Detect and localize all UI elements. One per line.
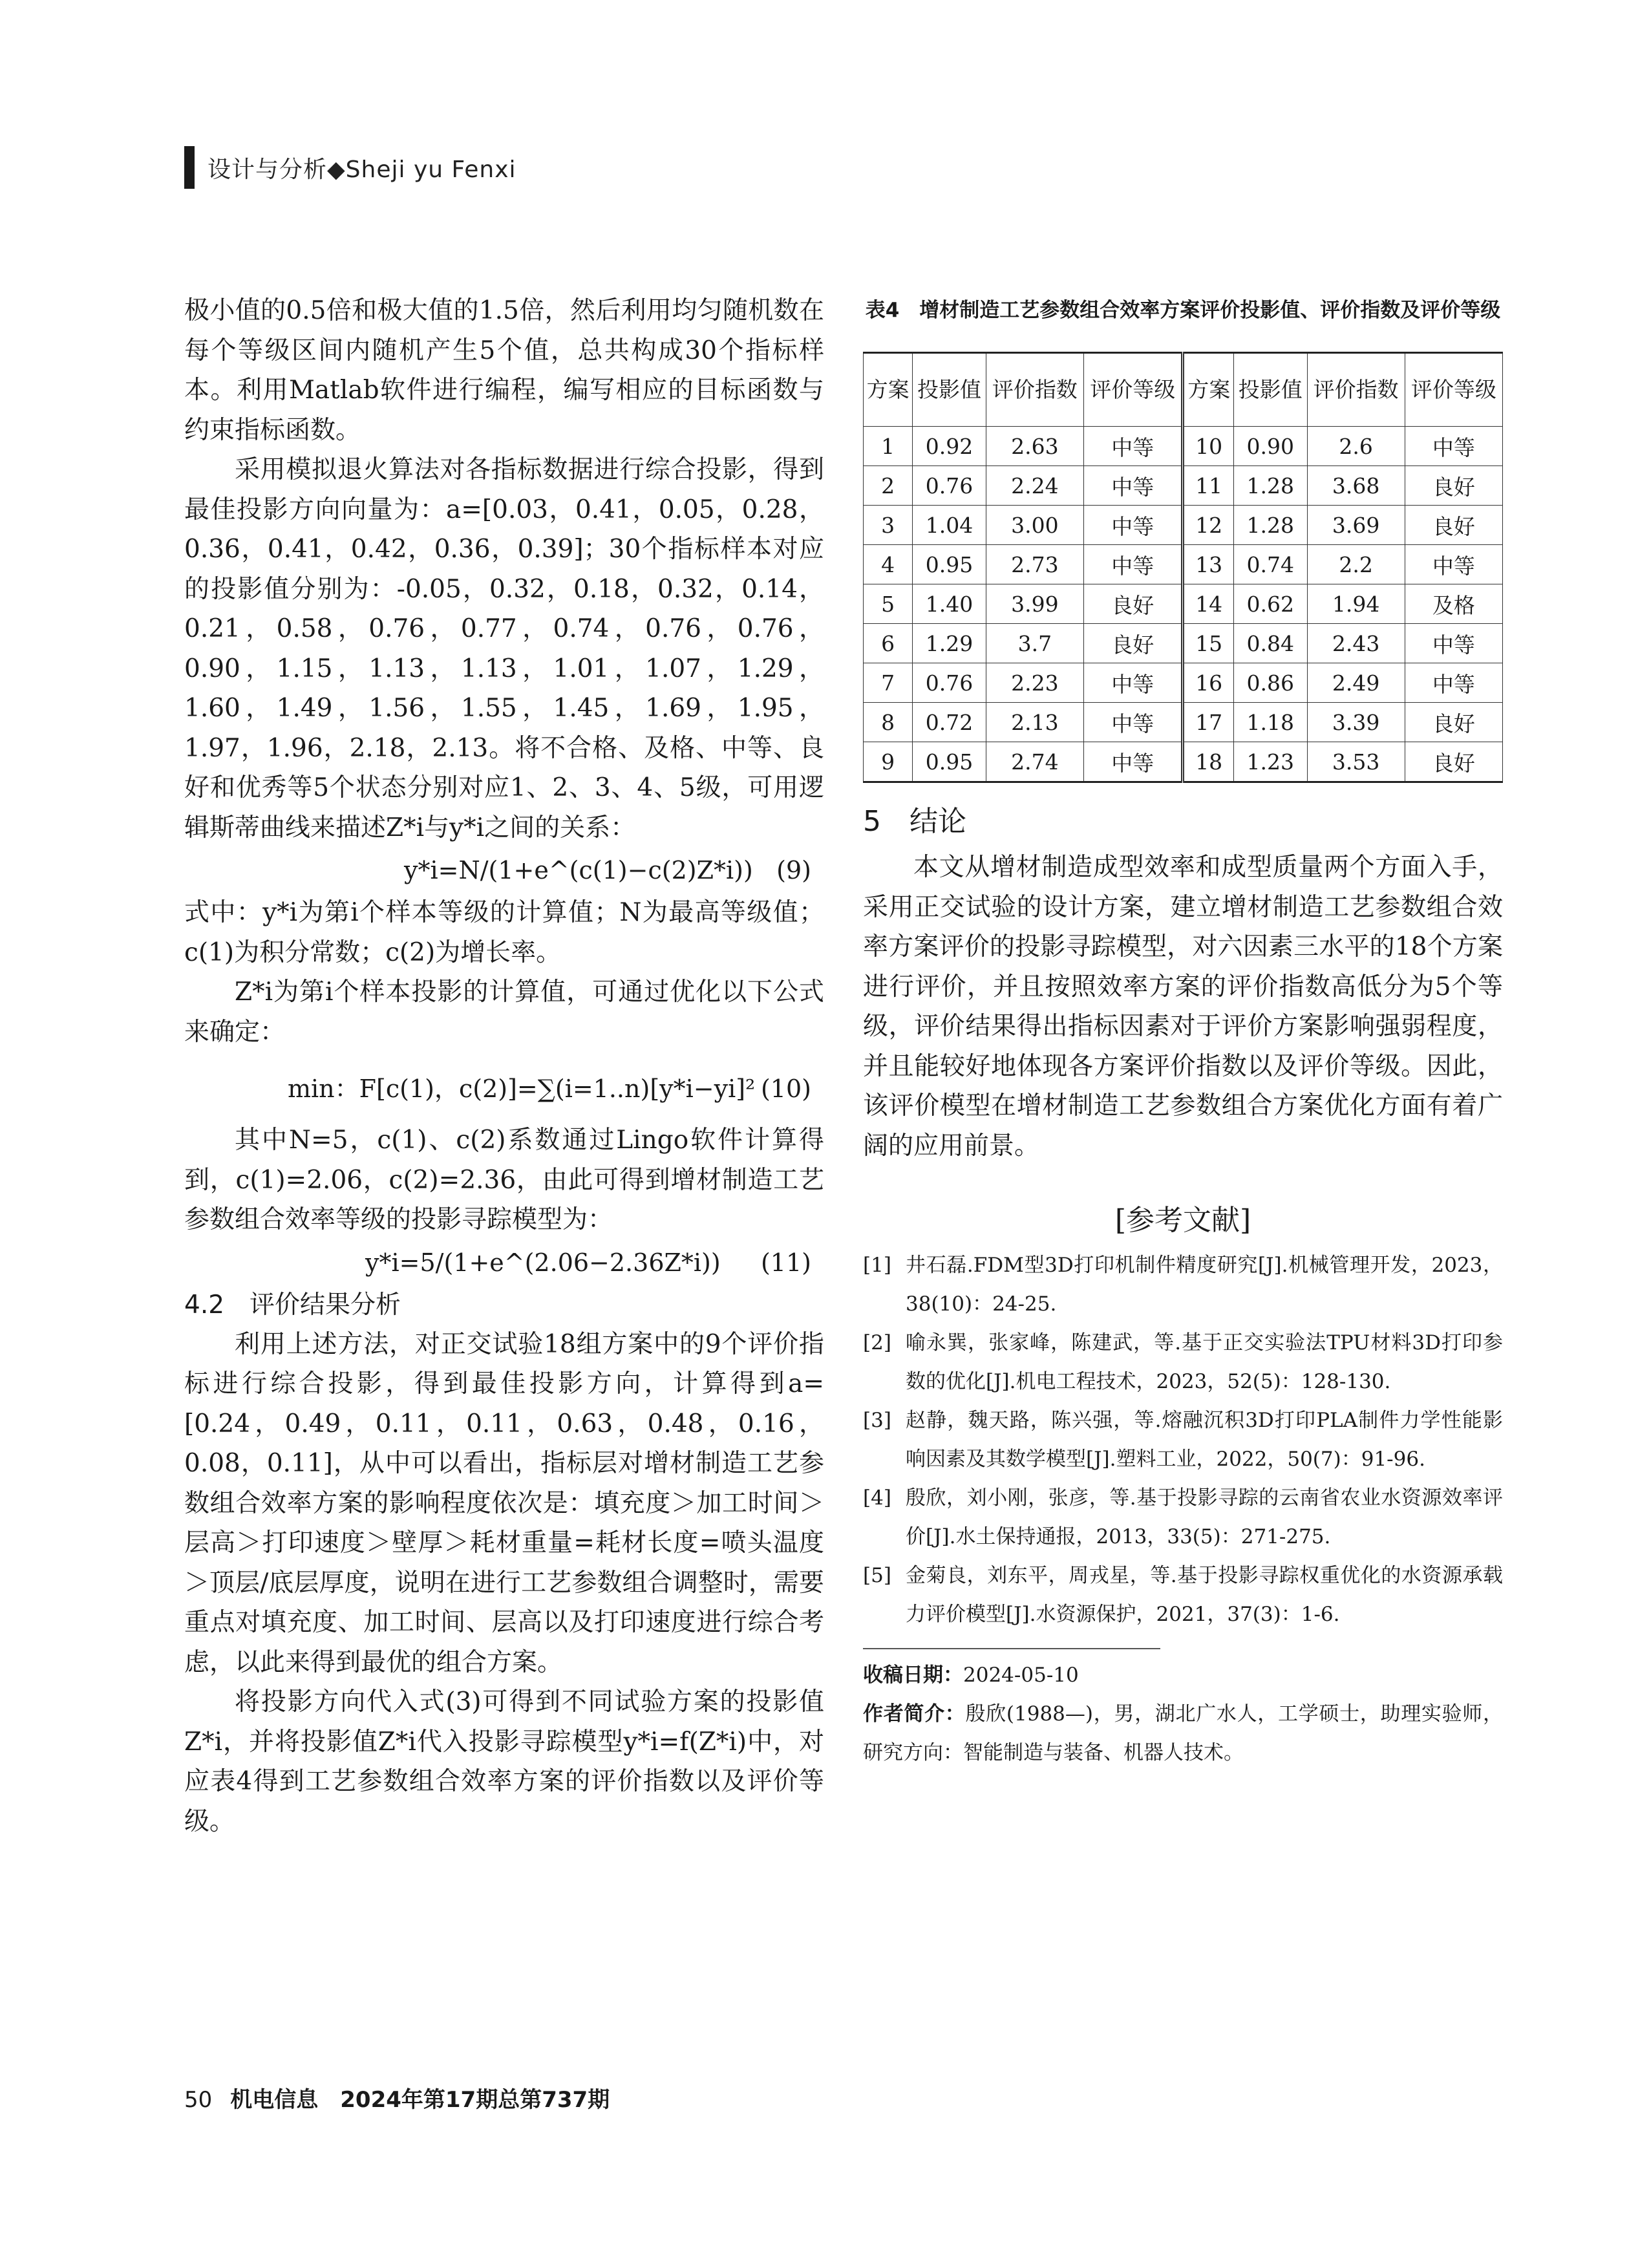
table-row [864, 427, 1503, 466]
references-list [863, 1246, 1503, 1634]
table-cell: 3.99 [986, 584, 1083, 624]
paragraph-1: 极小值的0.5倍和极大值的1.5倍，然后利用均匀随机数在每个等级区间内随机产生5个值，总共构成30个指标样本。利用Matlab软件进行编程，编写相应的目标函数与约束指标函数。 [184, 296, 824, 445]
table-cell: 18 [1183, 742, 1233, 782]
table-row [864, 466, 1503, 506]
table-cell: 2.13 [986, 703, 1083, 742]
table-cell: 2 [864, 466, 913, 506]
reference-item [863, 1479, 1503, 1556]
table-cell: 0.76 [913, 466, 986, 506]
table-cell: 5 [864, 584, 913, 624]
equation-10-body: min：F[c(1)，c(2)]=∑(i=1..n)[y*i−yi]² [288, 1075, 756, 1103]
received-value: 2024-05-10 [963, 1664, 1079, 1687]
table-cell: 0.62 [1233, 584, 1307, 624]
reference-number: [4] [863, 1486, 891, 1510]
equation-11-body: y*i=5/(1+e^(2.06−2.36Z*i)) [365, 1248, 721, 1277]
table-cell: 中等 [1084, 703, 1183, 742]
reference-text: 金菊良，刘东平，周戎星，等.基于投影寻踪权重优化的水资源承载力评价模型[J].水资源保护，2021，37(3)：1-6. [906, 1564, 1503, 1626]
received-date [863, 1656, 1503, 1695]
table-cell: 1.28 [1233, 466, 1307, 506]
table-cell: 0.76 [913, 663, 986, 703]
reference-item [863, 1556, 1503, 1634]
table-cell: 2.74 [986, 742, 1083, 782]
table-cell: 及格 [1405, 584, 1502, 624]
header-cell: 方案 [864, 353, 913, 427]
table-cell: 3.7 [986, 624, 1083, 663]
paragraph-4: Z*i为第i个样本投影的计算值，可通过优化以下公式来确定： [184, 978, 824, 1047]
header-section-title: 设计与分析◆Sheji yu Fenxi [207, 156, 516, 183]
header-cell: 方案 [1183, 353, 1233, 427]
table-cell: 1.23 [1233, 742, 1307, 782]
table-cell: 良好 [1084, 584, 1183, 624]
table-cell: 3.68 [1307, 466, 1405, 506]
author-label: 作者简介： [863, 1702, 966, 1726]
received-label: 收稿日期： [863, 1664, 963, 1687]
table-cell: 3.00 [986, 506, 1083, 545]
header-cell: 投影值 [1233, 353, 1307, 427]
table-cell: 12 [1183, 506, 1233, 545]
left-column [184, 291, 824, 1841]
table-cell: 中等 [1405, 427, 1502, 466]
table-cell: 2.49 [1307, 663, 1405, 703]
table-cell: 9 [864, 742, 913, 782]
table-cell: 1.94 [1307, 584, 1405, 624]
reference-number: [5] [863, 1564, 891, 1587]
table-cell: 7 [864, 663, 913, 703]
table-cell: 1.40 [913, 584, 986, 624]
section-5-heading: 5 结论 [863, 805, 966, 838]
table-cell: 良好 [1405, 466, 1502, 506]
header-cell: 评价等级 [1084, 353, 1183, 427]
table-row [864, 506, 1503, 545]
table-cell: 4 [864, 545, 913, 584]
header-cell: 评价等级 [1405, 353, 1502, 427]
table-cell: 0.95 [913, 742, 986, 782]
reference-text: 赵静，魏天路，陈兴强，等.熔融沉积3D打印PLA制件力学性能影响因素及其数学模型[J].塑料工业，2022，50(7)：91-96. [906, 1409, 1503, 1471]
table-row [864, 742, 1503, 782]
table-cell: 中等 [1405, 663, 1502, 703]
section-4-2-heading: 4.2 评价结果分析 [184, 1290, 401, 1320]
running-header [184, 146, 516, 189]
table-cell: 0.92 [913, 427, 986, 466]
equation-11 [184, 1240, 824, 1285]
table-cell: 16 [1183, 663, 1233, 703]
table-header-row [864, 353, 1503, 427]
table-cell: 良好 [1084, 624, 1183, 663]
table-cell: 14 [1183, 584, 1233, 624]
table-cell: 2.73 [986, 545, 1083, 584]
table-cell: 中等 [1405, 545, 1502, 584]
table-cell: 良好 [1405, 703, 1502, 742]
table-cell: 0.90 [1233, 427, 1307, 466]
table-cell: 13 [1183, 545, 1233, 584]
table-cell: 6 [864, 624, 913, 663]
table-cell: 良好 [1405, 506, 1502, 545]
equation-9 [184, 848, 824, 893]
reference-text: 喻永巽，张家峰，陈建武，等.基于正交实验法TPU材料3D打印参数的优化[J].机电工程技术，2023，52(5)：128-130. [906, 1331, 1503, 1393]
table-4 [863, 352, 1503, 783]
table-cell: 17 [1183, 703, 1233, 742]
table-cell: 2.63 [986, 427, 1083, 466]
table-cell: 中等 [1084, 742, 1183, 782]
table-cell: 中等 [1084, 545, 1183, 584]
table-cell: 0.84 [1233, 624, 1307, 663]
table-cell: 中等 [1084, 466, 1183, 506]
references-heading: [参考文献] [1114, 1204, 1251, 1237]
footnote-divider [863, 1648, 1160, 1649]
reference-number: [1] [863, 1254, 891, 1277]
table-cell: 11 [1183, 466, 1233, 506]
table-row [864, 703, 1503, 742]
table-cell: 1 [864, 427, 913, 466]
table-cell: 3.53 [1307, 742, 1405, 782]
table-row [864, 663, 1503, 703]
table-cell: 15 [1183, 624, 1233, 663]
paragraph-3: 式中：y*i为第i个样本等级的计算值；N为最高等级值；c(1)为积分常数；c(2)为增长率。 [184, 898, 824, 967]
table-cell: 1.04 [913, 506, 986, 545]
table-cell: 中等 [1084, 506, 1183, 545]
author-bio [863, 1695, 1503, 1772]
reference-item [863, 1246, 1503, 1323]
table-cell: 1.28 [1233, 506, 1307, 545]
header-cell: 评价指数 [1307, 353, 1405, 427]
table-cell: 2.2 [1307, 545, 1405, 584]
table-4-caption: 表4 增材制造工艺参数组合效率方案评价投影值、评价指数及评价等级 [865, 299, 1501, 322]
table-cell: 中等 [1405, 624, 1502, 663]
equation-9-body: y*i=N/(1+e^(c(1)−c(2)Z*i)) [404, 856, 753, 884]
header-bar [184, 146, 195, 189]
table-row [864, 584, 1503, 624]
page-number: 50 [184, 2087, 213, 2113]
equation-9-number: (9) [776, 856, 811, 884]
conclusion-paragraph-wrap [863, 848, 1503, 1166]
table-cell: 10 [1183, 427, 1233, 466]
page-footer [184, 2082, 610, 2113]
table-cell: 0.72 [913, 703, 986, 742]
table-cell: 3 [864, 506, 913, 545]
table-cell: 1.29 [913, 624, 986, 663]
header-cell: 评价指数 [986, 353, 1083, 427]
equation-10 [184, 1066, 824, 1111]
reference-item [863, 1323, 1503, 1401]
table-cell: 3.69 [1307, 506, 1405, 545]
table-cell: 中等 [1084, 663, 1183, 703]
table-row [864, 545, 1503, 584]
table-cell: 2.23 [986, 663, 1083, 703]
table-cell: 3.39 [1307, 703, 1405, 742]
table-cell: 2.24 [986, 466, 1083, 506]
paragraph-5: 其中N=5，c(1)、c(2)系数通过Lingo软件计算得到，c(1)=2.06，c(2)=2.36，由此可得到增材制造工艺参数组合效率等级的投影寻踪模型为： [184, 1126, 824, 1234]
paragraph-6: 利用上述方法，对正交试验18组方案中的9个评价指标进行综合投影，得到最佳投影方向，计算得到a=[0.24，0.49，0.11，0.11，0.63，0.48，0.16，0.08，0.11]，从中可以看出，指标层对增材制造工艺参数组合效率方案的影响程度依次是：填充度＞加工时间＞层高＞打印速度＞壁厚＞耗材重量=耗材长度=喷头温度＞顶层/底层厚度，说明在进行工艺参数组合调整时，需要重点对填充度、加工时间、层高以及打印速度进行综合考虑，以此来得到最优的组合方案。 [184, 1329, 824, 1677]
table-row [864, 624, 1503, 663]
reference-item [863, 1401, 1503, 1479]
table-cell: 良好 [1405, 742, 1502, 782]
paragraph-7: 将投影方向代入式(3)可得到不同试验方案的投影值Z*i，并将投影值Z*i代入投影寻踪模型y*i=f(Z*i)中，对应表4得到工艺参数组合效率方案的评价指数以及评价等级。 [184, 1687, 824, 1836]
table-cell: 中等 [1084, 427, 1183, 466]
table-cell: 2.43 [1307, 624, 1405, 663]
reference-text: 殷欣，刘小刚，张彦，等.基于投影寻踪的云南省农业水资源效率评价[J].水土保持通报，2013，33(5)：271-275. [906, 1486, 1503, 1548]
reference-number: [2] [863, 1331, 891, 1354]
equation-10-number: (10) [760, 1075, 811, 1103]
reference-number: [3] [863, 1409, 891, 1432]
table-cell: 8 [864, 703, 913, 742]
table-cell: 0.86 [1233, 663, 1307, 703]
table-cell: 0.95 [913, 545, 986, 584]
table-cell: 1.18 [1233, 703, 1307, 742]
right-column [863, 291, 1503, 1772]
author-value: 殷欣(1988—)，男，湖北广水人，工学硕士，助理实验师，研究方向：智能制造与装备、机器人技术。 [863, 1702, 1503, 1764]
table-body [864, 427, 1503, 782]
table-cell: 2.6 [1307, 427, 1405, 466]
equation-11-number: (11) [760, 1248, 811, 1277]
conclusion-paragraph: 本文从增材制造成型效率和成型质量两个方面入手，采用正交试验的设计方案，建立增材制造工艺参数组合效率方案评价的投影寻踪模型，对六因素三水平的18个方案进行评价，并且按照效率方案的评价指数高低分为5个等级，评价结果得出指标因素对于评价方案影响强弱程度，并且能较好地体现各方案评价指数以及评价等级。因此，该评价模型在增材制造工艺参数组合方案优化方面有着广阔的应用前景。 [863, 853, 1503, 1161]
reference-text: 井石磊.FDM型3D打印机制件精度研究[J].机械管理开发，2023，38(10)：24-25. [906, 1254, 1503, 1316]
journal-info: 机电信息 2024年第17期总第737期 [230, 2087, 610, 2113]
paragraph-2: 采用模拟退火算法对各指标数据进行综合投影，得到最佳投影方向向量为：a=[0.03，0.41，0.05，0.28，0.36，0.41，0.42，0.36，0.39]；30个指标样本对应的投影值分别为：-0.05，0.32，0.18，0.32，0.14，0.21，0.58，0.76，0.77，0.74，0.76，0.76，0.90，1.15，1.13，1.13，1.01，1.07，1.29，1.60，1.49，1.56，1.55，1.45，1.69，1.95，1.97，1.96，2.18，2.13。将不合格、及格、中等、良好和优秀等5个状态分别对应1、2、3、4、5级，可用逻辑斯蒂曲线来描述Z*i与y*i之间的关系： [184, 455, 824, 842]
table-cell: 0.74 [1233, 545, 1307, 584]
header-cell: 投影值 [913, 353, 986, 427]
